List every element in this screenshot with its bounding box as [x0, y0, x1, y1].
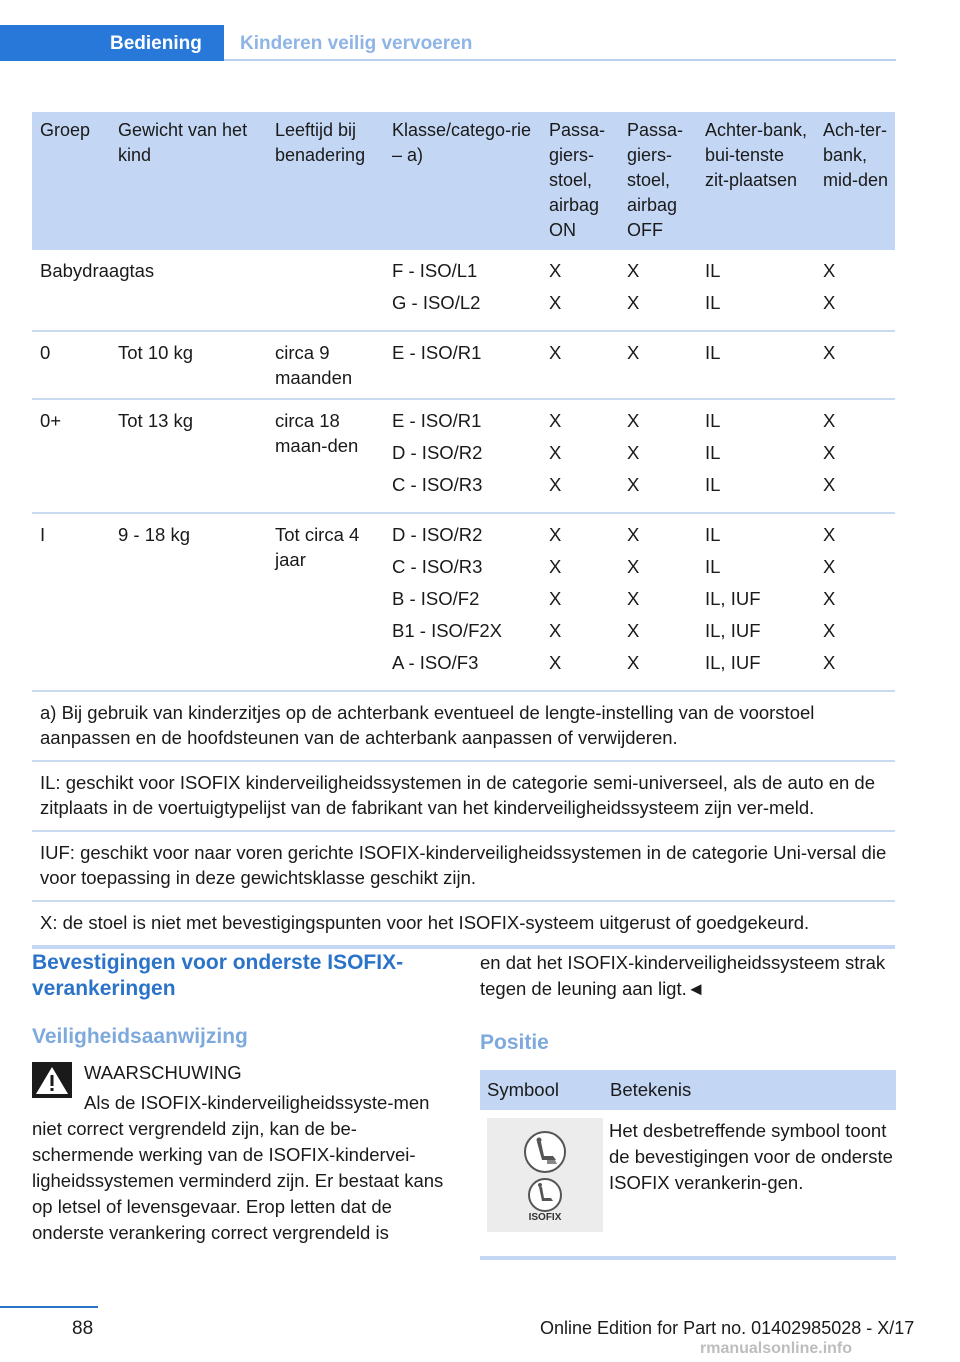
header-achterbank-buiten: Achter-bank, bui-tenste zit-plaatsen — [705, 120, 808, 190]
cell-off-value: X — [627, 442, 640, 463]
right-column — [480, 950, 896, 1260]
cell-buiten-value: IL, IUF — [705, 652, 761, 673]
isofix-symbol — [487, 1118, 603, 1232]
cell-on-value: X — [549, 474, 562, 495]
warning-continuation: en dat het ISOFIX-kinderveiligheidssysteem strak tegen de leuning aan ligt.◄ — [480, 952, 886, 999]
cell-klasse — [384, 514, 541, 690]
cell-off — [619, 332, 697, 398]
symbol-row — [480, 1110, 896, 1260]
table-row — [32, 400, 895, 514]
header-groep: Groep — [40, 120, 91, 140]
cell-off-value: X — [627, 588, 640, 609]
cell-midden — [815, 332, 895, 398]
cell-on-value: X — [549, 588, 562, 609]
cell-on-value: X — [549, 442, 562, 463]
header-airbag-on: Passa-giers-stoel, airbag ON — [549, 120, 606, 240]
cell-midden-value: X — [823, 588, 836, 609]
top-bar — [0, 0, 960, 62]
cell-klasse-value: F - ISO/L1 — [392, 260, 478, 281]
cell-buiten-value: IL — [705, 474, 721, 495]
warning-block — [32, 1060, 448, 1246]
cell-leeftijd: circa 18 maan-den — [275, 410, 359, 456]
cell-midden-value: X — [823, 524, 836, 545]
cell-klasse — [384, 250, 541, 330]
table-row — [32, 514, 895, 692]
cell-klasse-value: D - ISO/R2 — [392, 442, 483, 463]
cell-off-value: X — [627, 652, 640, 673]
cell-off-value: X — [627, 342, 640, 363]
cell-klasse-value: E - ISO/R1 — [392, 410, 482, 431]
header-klasse: Klasse/catego-rie – a) — [392, 120, 532, 165]
cell-klasse-value: B - ISO/F2 — [392, 588, 480, 609]
note-a: a) Bij gebruik van kinderzitjes op de achterbank eventueel de lengte-instelling van de voorstoel aanpassen en de hoofdsteunen van de achterbank aanpassen of verwijderen. — [32, 692, 895, 762]
cell-on-value: X — [549, 410, 562, 431]
cell-klasse-value: E - ISO/R1 — [392, 342, 482, 363]
cell-buiten-value: IL — [705, 556, 721, 577]
cell-off-value: X — [627, 620, 640, 641]
cell-buiten-value: IL — [705, 260, 721, 281]
cell-klasse — [384, 332, 541, 398]
note-iuf: IUF: geschikt voor naar voren gerichte ISOFIX-kinderveiligheidssystemen in de categorie Uni-versal die voor toepassing in deze gewichtsklasse geschikt zijn. — [32, 832, 895, 902]
symbol-table — [480, 1070, 896, 1260]
cell-on-value: X — [549, 524, 562, 545]
watermark: rmanualsonline.info — [700, 1340, 853, 1357]
cell-buiten — [697, 250, 815, 330]
table-row — [32, 332, 895, 400]
cell-klasse-value: B1 - ISO/F2X — [392, 620, 503, 641]
header-airbag-off: Passa-giers-stoel, airbag OFF — [627, 120, 684, 240]
cell-midden-value: X — [823, 474, 836, 495]
cell-klasse-value: C - ISO/R3 — [392, 556, 483, 577]
cell-off — [619, 514, 697, 690]
cell-klasse-value: D - ISO/R2 — [392, 524, 483, 545]
cell-off-value: X — [627, 292, 640, 313]
cell-midden-value: X — [823, 652, 836, 673]
cell-on — [541, 514, 619, 690]
cell-off-value: X — [627, 410, 640, 431]
header-achterbank-midden: Ach-ter-bank, mid-den — [823, 120, 889, 190]
cell-groep: I — [40, 524, 46, 545]
cell-on-value: X — [549, 260, 562, 281]
cell-buiten-value: IL, IUF — [705, 588, 761, 609]
tab-bediening[interactable] — [0, 25, 224, 61]
cell-on — [541, 400, 619, 512]
left-column — [32, 950, 448, 1246]
note-il: IL: geschikt voor ISOFIX kinderveiligheidssystemen in de categorie semi-universeel, als de auto en de zitplaats in de voertuigtypelijst van de fabrikant van het kinderveiligheidssysteem zijn ver-meld. — [32, 762, 895, 832]
cell-off-value: X — [627, 474, 640, 495]
cell-midden — [815, 400, 895, 512]
cell-gewicht: Tot 13 kg — [118, 410, 194, 431]
cell-klasse-value: G - ISO/L2 — [392, 292, 481, 313]
cell-off-value: X — [627, 556, 640, 577]
cell-on-value: X — [549, 556, 562, 577]
cell-buiten — [697, 400, 815, 512]
cell-midden-value: X — [823, 620, 836, 641]
isofix-table — [32, 112, 895, 949]
cell-leeftijd: circa 9 maanden — [275, 342, 353, 388]
cell-buiten-value: IL — [705, 342, 721, 363]
table-header-row — [32, 112, 895, 250]
cell-on-value: X — [549, 292, 562, 313]
warning-title: WAARSCHUWING — [84, 1062, 242, 1083]
cell-off — [619, 400, 697, 512]
cell-midden — [815, 250, 895, 330]
cell-midden-value: X — [823, 260, 836, 281]
positie-heading: Positie — [480, 1031, 549, 1054]
cell-on-value: X — [549, 342, 562, 363]
cell-buiten-value: IL — [705, 410, 721, 431]
cell-klasse — [384, 400, 541, 512]
warning-triangle-icon — [32, 1062, 72, 1098]
tab-bediening-label: Bediening — [110, 33, 202, 54]
cell-leeftijd: Tot circa 4 jaar — [275, 524, 360, 570]
cell-on-value: X — [549, 652, 562, 673]
cell-midden-value: X — [823, 442, 836, 463]
cell-klasse-value: C - ISO/R3 — [392, 474, 483, 495]
page-number: 88 — [72, 1318, 94, 1339]
edition-text: Online Edition for Part no. 01402985028 - X/17 — [540, 1318, 915, 1338]
cell-groep: 0+ — [40, 410, 62, 431]
note-x: X: de stoel is niet met bevestigingspunten voor het ISOFIX-systeem uitgerust of goedgekeurd. — [32, 902, 895, 949]
tab-kinderen-veilig-vervoeren[interactable]: Kinderen veilig vervoeren — [240, 33, 473, 54]
cell-midden — [815, 514, 895, 690]
cell-gewicht: 9 - 18 kg — [118, 524, 190, 545]
header-divider — [224, 59, 896, 61]
cell-off-value: X — [627, 524, 640, 545]
cell-buiten — [697, 514, 815, 690]
section-subheading: Veiligheidsaanwijzing — [32, 1025, 248, 1048]
cell-buiten — [697, 332, 815, 398]
table-body — [32, 250, 895, 692]
footer-line — [0, 1306, 98, 1308]
header-symbool: Symbool — [487, 1079, 559, 1100]
header-betekenis: Betekenis — [610, 1079, 692, 1100]
cell-klasse-value: A - ISO/F3 — [392, 652, 479, 673]
cell-off-value: X — [627, 260, 640, 281]
cell-gewicht: Tot 10 kg — [118, 342, 194, 363]
cell-midden-value: X — [823, 556, 836, 577]
section-heading: Bevestigingen voor onderste ISOFIX-verankeringen — [32, 951, 404, 1000]
symbol-table-header — [480, 1070, 896, 1110]
isofix-label: ISOFIX — [528, 1212, 562, 1223]
cell-leeftijd — [267, 250, 384, 330]
cell-midden-value: X — [823, 292, 836, 313]
warning-text: Als de ISOFIX-kinderveiligheidssyste-men niet correct vergrendeld zijn, kan de be-schermende werking van de ISOFIX-kindervei-ligheidssystemen verminderd zijn. Er bestaat kans op letsel of levensgevaar. Erop letten dat de onderste verankering correct vergrendeld is — [32, 1092, 444, 1243]
cell-midden-value: X — [823, 410, 836, 431]
table-row — [32, 250, 895, 332]
cell-groep: 0 — [40, 342, 51, 363]
cell-on — [541, 332, 619, 398]
cell-buiten-value: IL — [705, 524, 721, 545]
cell-on — [541, 250, 619, 330]
cell-gewicht — [110, 250, 267, 330]
symbol-meaning: Het desbetreffende symbool toont de bevestigingen voor de onderste ISOFIX verankerin-gen. — [609, 1120, 893, 1193]
header-leeftijd: Leeftijd bij benadering — [275, 120, 366, 165]
cell-buiten-value: IL, IUF — [705, 620, 761, 641]
cell-groep: Babydraagtas — [40, 260, 155, 281]
cell-buiten-value: IL — [705, 442, 721, 463]
cell-on-value: X — [549, 620, 562, 641]
header-gewicht: Gewicht van het kind — [118, 120, 248, 165]
cell-buiten-value: IL — [705, 292, 721, 313]
cell-midden-value: X — [823, 342, 836, 363]
cell-off — [619, 250, 697, 330]
